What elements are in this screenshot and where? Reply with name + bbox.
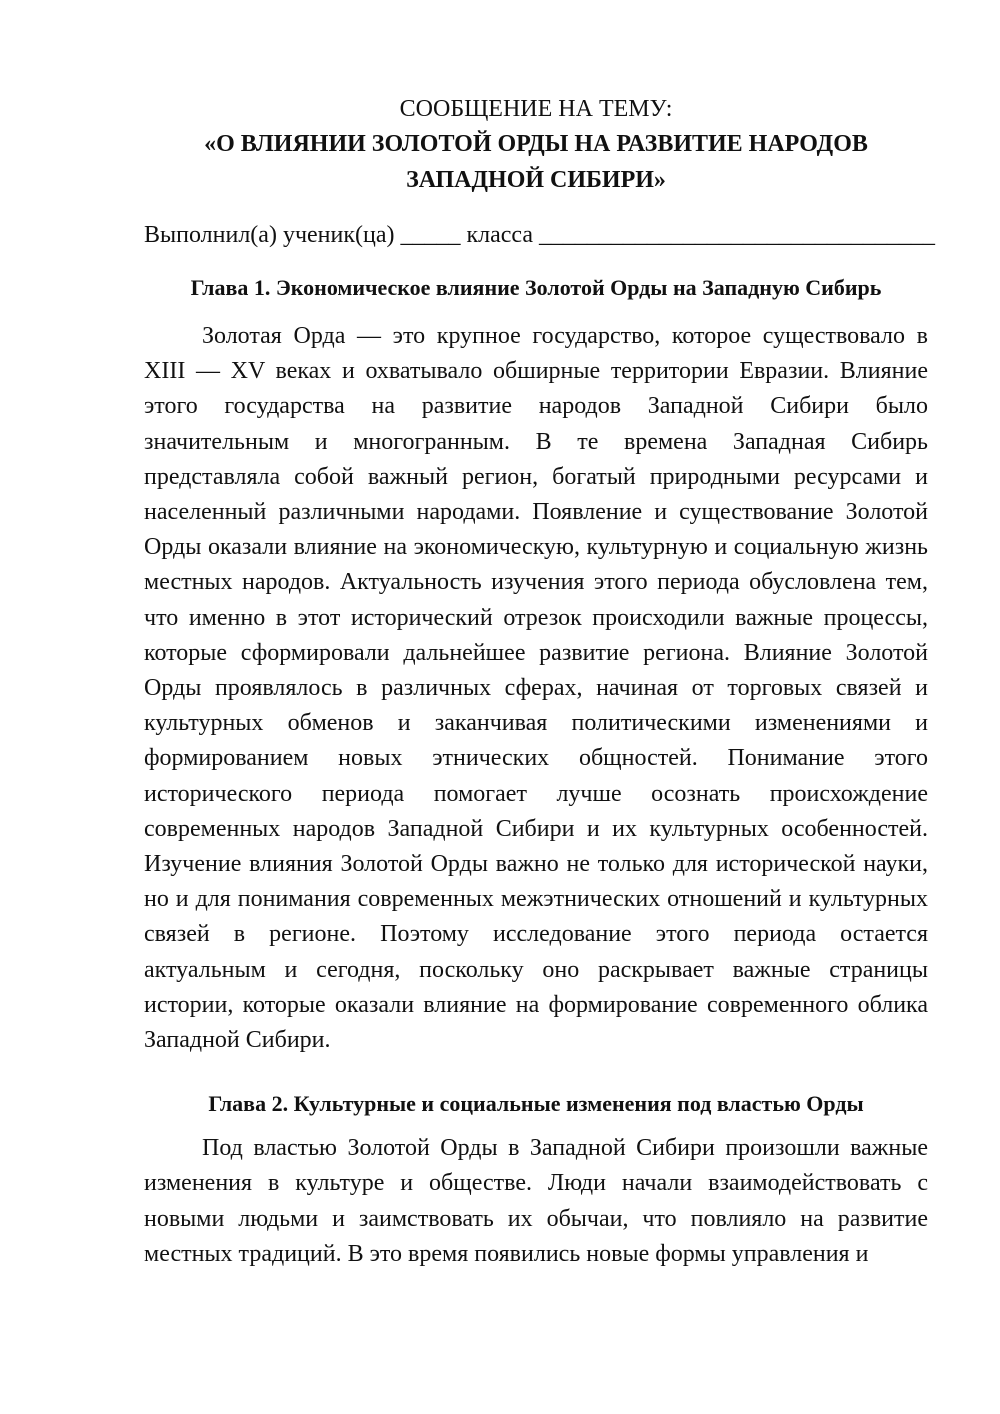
document-title-line-2: ЗАПАДНОЙ СИБИРИ» <box>406 167 666 193</box>
chapter-1-paragraph: Золотая Орда — это крупное государство, которое существовало в XIII — XV веках и охватывало обширные территории Евразии. Влияние этого государства на развитие народов Западной Сибири было значительным и многогранным. В те времена Западная Сибирь представляла собой важный регион, богатый природными ресурсами и населенный различными народами. Появление и существование Золотой Орды оказали влияние на экономическую, культурную и социальную жизнь местных народов. Актуальность изучения этого периода обусловлена тем, что именно в этот исторический отрезок происходили важные процессы, которые сформировали дальнейшее развитие региона. Влияние Золотой Орды проявлялось в различных сферах, начиная от торговых связей и культурных обменов и заканчивая политическими изменениями и формированием новых этнических общностей. Понимание этого исторического периода помогает лучше осознать происхождение современных народов Западной Сибири и их культурных особенностей. Изучение влияния Золотой Орды важно не только для исторической науки, но и для понимания современных межэтнических отношений и культурных связей в регионе. Поэтому исследование этого периода остается актуальным и сегодня, поскольку оно раскрывает важные страницы истории, которые оказали влияние на формирование современного облика Западной Сибири. <box>144 323 928 1054</box>
document-title-line-1: «О ВЛИЯНИИ ЗОЛОТОЙ ОРДЫ НА РАЗВИТИЕ НАРОДОВ <box>204 131 868 157</box>
document-heading: СООБЩЕНИЕ НА ТЕМУ: <box>399 96 673 122</box>
author-line: Выполнил(а) ученик(ца) _____ класса _________________________________ <box>144 222 936 248</box>
chapter-1-heading: Глава 1. Экономическое влияние Золотой Орды на Западную Сибирь <box>190 275 882 300</box>
document-body <box>144 92 936 1272</box>
chapter-2-paragraph: Под властью Золотой Орды в Западной Сибири произошли важные изменения в культуре и обществе. Люди начали взаимодействовать с новыми людьми и заимствовать их обычаи, что повлияло на развитие местных традиций. В это время появились новые формы управления и <box>144 1135 928 1267</box>
chapter-2-heading: Глава 2. Культурные и социальные изменения под властью Орды <box>208 1091 864 1117</box>
